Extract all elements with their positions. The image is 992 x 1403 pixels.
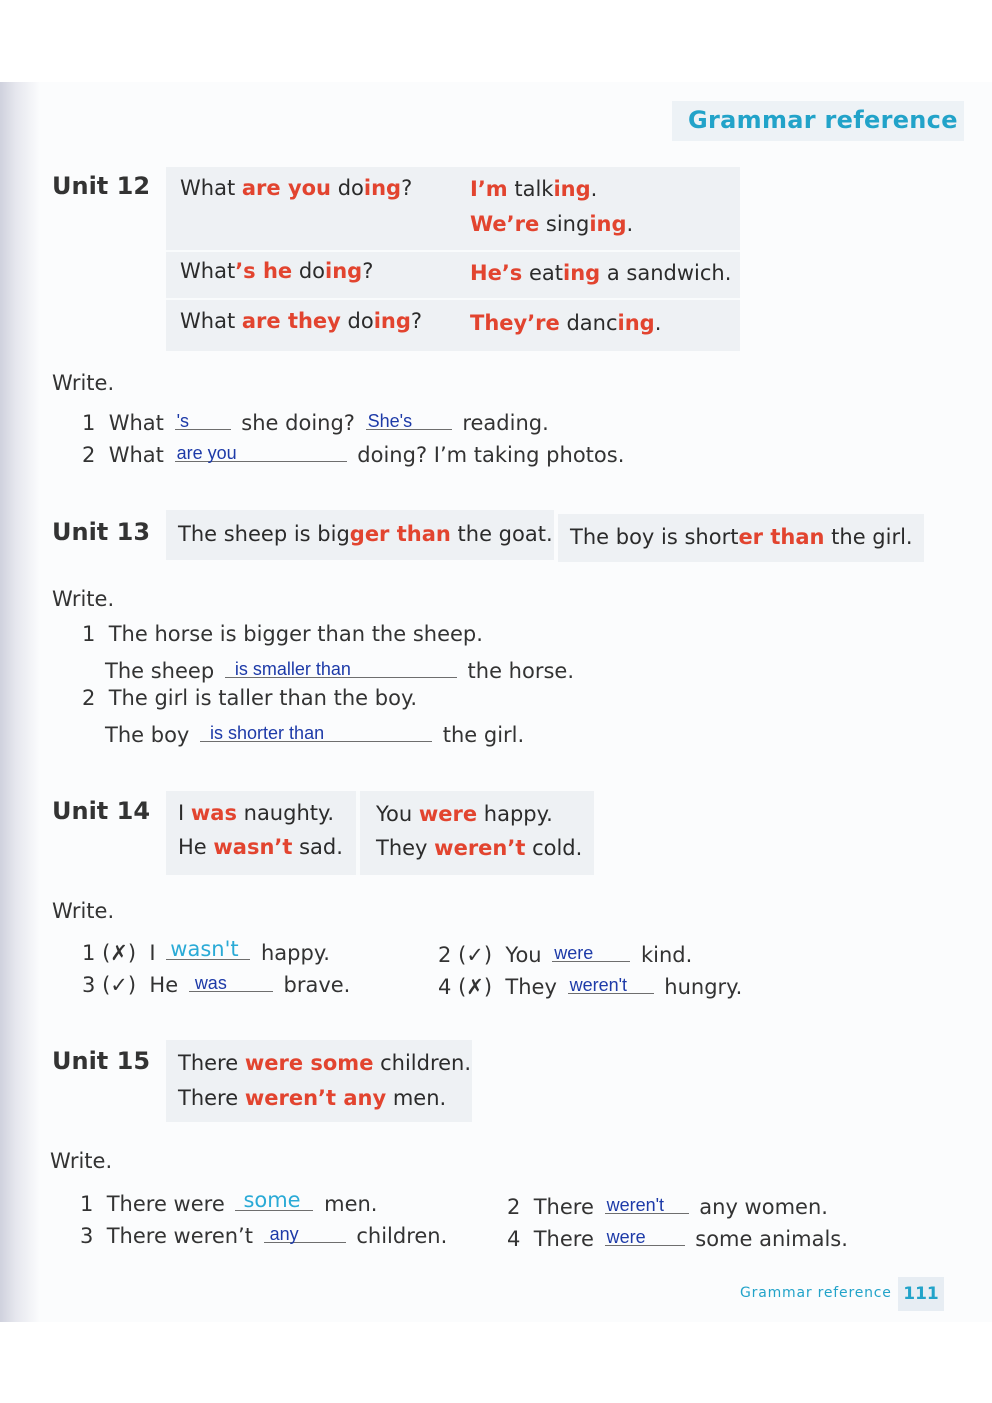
text-segment: cold.: [525, 836, 583, 860]
grammar-highlight: ing: [589, 212, 627, 236]
unit15-write-label: Write.: [50, 1149, 113, 1173]
unit14-column-divider: [356, 791, 360, 875]
unit12-a1-line1: [470, 177, 597, 201]
unit13-example-2: [570, 525, 913, 549]
text-segment: You: [376, 802, 419, 826]
unit12-a2: [470, 261, 731, 285]
text-segment: men.: [386, 1086, 447, 1110]
grammar-highlight: ing: [617, 311, 655, 335]
unit14-exercise-3: 3 (✓) He was brave.: [82, 969, 350, 997]
grammar-highlight: ing: [363, 176, 402, 200]
unit14-exercise-2: 2 (✓) You were kind.: [438, 939, 692, 967]
grammar-highlight: ing: [553, 177, 591, 201]
unit12-exercise-1: 1 What 's she doing? She's reading.: [82, 407, 549, 435]
text-segment: .: [590, 177, 598, 201]
text-segment: .: [626, 212, 634, 236]
unit12-exercise-2: 2 What are you doing? I’m taking photos.: [82, 439, 624, 467]
text-segment: What: [180, 309, 242, 333]
text-segment: eat: [522, 261, 563, 285]
unit15-exercise-1: 1 There were some men.: [80, 1188, 378, 1216]
text-segment: do: [340, 309, 374, 333]
text-segment: He: [178, 835, 214, 859]
grammar-highlight: was: [190, 801, 237, 825]
answer-blank[interactable]: some: [235, 1188, 313, 1211]
unit15-example-1: [178, 1051, 471, 1075]
unit14-example-1: [178, 801, 334, 825]
answer-blank[interactable]: were: [552, 939, 630, 962]
unit14-exercise-1: 1 (✗) I wasn't happy.: [82, 937, 330, 965]
unit12-q2: [180, 259, 373, 283]
unit13-exercise-2-line2: The boy is shorter than the girl.: [105, 719, 524, 747]
binding-shadow: [0, 82, 40, 1322]
text-segment: What: [180, 259, 236, 283]
answer-blank[interactable]: is smaller than: [225, 655, 457, 678]
unit15-label: Unit 15: [52, 1047, 151, 1075]
text-segment: .: [654, 311, 662, 335]
text-segment: naughty.: [236, 801, 335, 825]
answer-blank[interactable]: was: [189, 969, 273, 992]
grammar-highlight: weren’t any: [244, 1086, 387, 1110]
text-segment: There: [178, 1086, 245, 1110]
text-segment: The boy is short: [570, 525, 739, 549]
unit15-exercise-3: 3 There weren’t any children.: [80, 1220, 447, 1248]
answer-blank[interactable]: is shorter than: [200, 719, 432, 742]
grammar-highlight: ger than: [349, 522, 451, 546]
header-title: Grammar reference: [688, 106, 958, 134]
unit12-a1-line2: [470, 212, 633, 236]
text-segment: danc: [559, 311, 618, 335]
unit13-exercise-1-line1: 1 The horse is bigger than the sheep.: [82, 622, 483, 646]
footer-label: Grammar reference: [740, 1285, 892, 1301]
text-segment: children.: [373, 1051, 472, 1075]
unit14-write-label: Write.: [52, 899, 115, 923]
answer-blank[interactable]: any: [264, 1220, 346, 1243]
grammar-highlight: are they: [241, 309, 341, 333]
unit13-exercise-1-line2: The sheep is smaller than the horse.: [105, 655, 574, 683]
text-segment: sad.: [292, 835, 343, 859]
grammar-highlight: I’m: [470, 177, 508, 201]
text-segment: sing: [539, 212, 590, 236]
unit14-example-3: [376, 802, 553, 826]
text-segment: The sheep is big: [178, 522, 350, 546]
grammar-highlight: were some: [244, 1051, 374, 1075]
grammar-highlight: ing: [373, 309, 411, 333]
text-segment: the girl.: [824, 525, 913, 549]
answer-blank[interactable]: weren't: [605, 1191, 689, 1214]
text-segment: They: [376, 836, 435, 860]
text-segment: happy.: [477, 802, 553, 826]
grammar-highlight: He’s: [470, 261, 523, 285]
unit12-q1: [180, 176, 412, 200]
grammar-highlight: were: [418, 802, 478, 826]
unit13-exercise-2-line1: 2 The girl is taller than the boy.: [82, 686, 418, 710]
text-segment: There: [178, 1051, 245, 1075]
text-segment: do: [292, 259, 326, 283]
text-segment: the goat.: [450, 522, 553, 546]
unit15-example-2: [178, 1086, 446, 1110]
text-segment: What: [180, 176, 242, 200]
text-segment: do: [331, 176, 364, 200]
grammar-highlight: They’re: [470, 311, 560, 335]
grammar-highlight: are you: [241, 176, 332, 200]
unit12-row-divider: [166, 298, 740, 300]
grammar-highlight: We’re: [470, 212, 540, 236]
unit15-exercise-4: 4 There were some animals.: [507, 1223, 848, 1251]
grammar-highlight: ing: [325, 259, 363, 283]
text-segment: ?: [410, 309, 423, 333]
grammar-highlight: er than: [738, 525, 825, 549]
answer-blank[interactable]: are you: [175, 439, 347, 462]
unit13-label: Unit 13: [52, 518, 151, 546]
unit12-q3: [180, 309, 422, 333]
text-segment: ?: [362, 259, 374, 283]
unit14-example-2: [178, 835, 343, 859]
grammar-highlight: wasn’t: [213, 835, 293, 859]
unit12-label: Unit 12: [52, 172, 151, 200]
unit12-a3: [470, 311, 661, 335]
text-segment: a sandwich.: [600, 261, 732, 285]
text-segment: ?: [401, 176, 413, 200]
unit12-write-label: Write.: [52, 371, 115, 395]
text-segment: I: [178, 801, 191, 825]
unit12-row-divider: [166, 250, 740, 252]
unit14-label: Unit 14: [52, 797, 151, 825]
answer-blank[interactable]: She's: [366, 407, 452, 430]
grammar-highlight: ing: [563, 261, 601, 285]
unit15-exercise-2: 2 There weren't any women.: [507, 1191, 828, 1219]
grammar-highlight: ’s he: [235, 259, 293, 283]
answer-blank[interactable]: weren't: [568, 971, 654, 994]
answer-blank[interactable]: 's: [175, 407, 231, 430]
grammar-highlight: weren’t: [434, 836, 526, 860]
answer-blank[interactable]: were: [605, 1223, 685, 1246]
unit13-write-label: Write.: [52, 587, 115, 611]
page-number: 111: [898, 1277, 944, 1311]
answer-blank[interactable]: wasn't: [166, 937, 250, 960]
unit14-exercise-4: 4 (✗) They weren't hungry.: [438, 971, 742, 999]
unit13-example-1: [178, 522, 553, 546]
unit14-example-4: [376, 836, 582, 860]
text-segment: talk: [507, 177, 554, 201]
